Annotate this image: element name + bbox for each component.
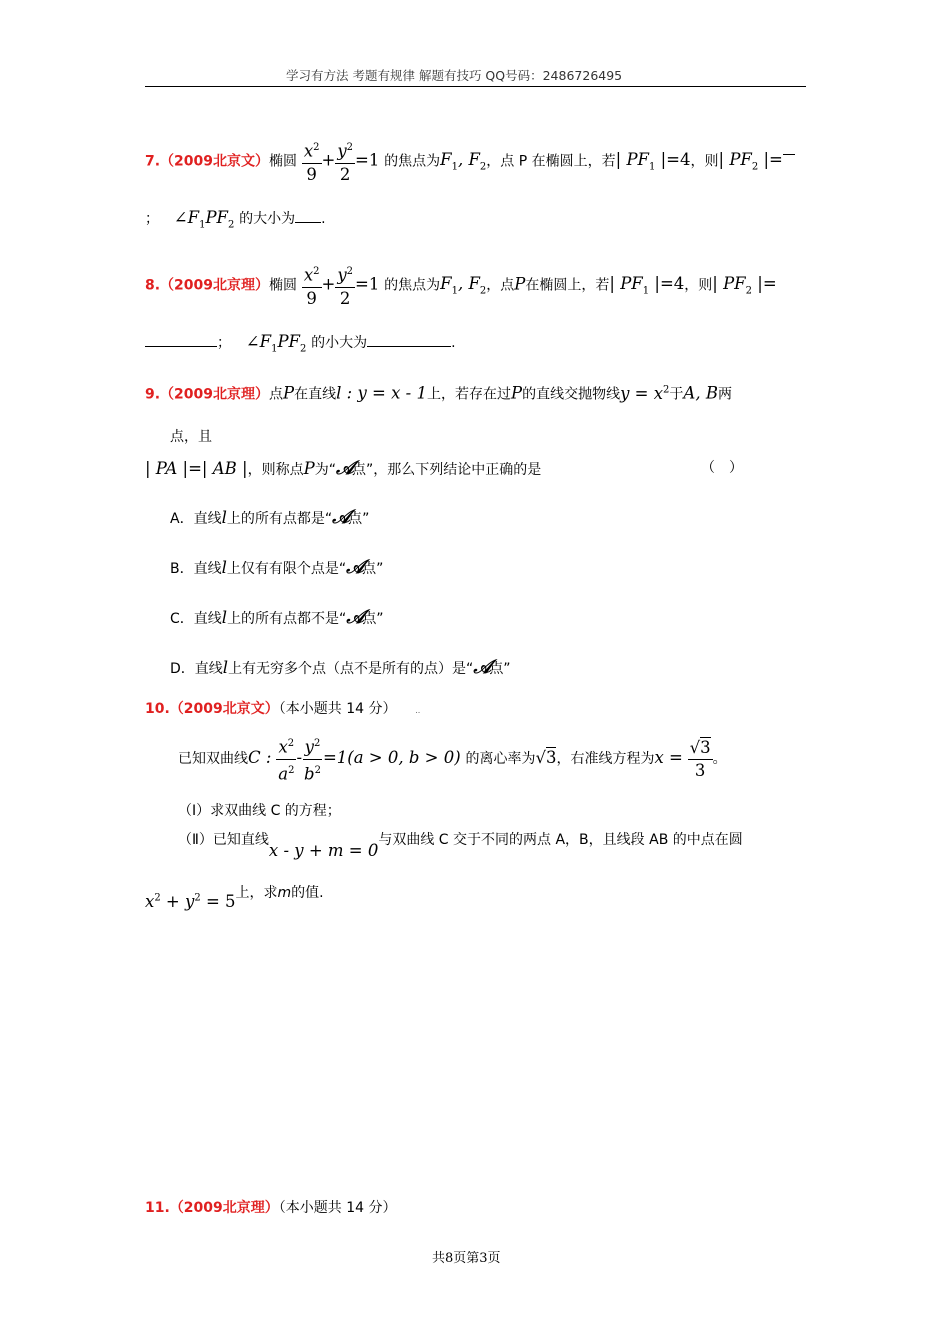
page-header: 学习有方法 考题有规律 解题有技巧 QQ号码：2486726495 — [286, 68, 623, 83]
script-a-icon: 𝒜 — [473, 656, 490, 678]
q7-blank-2 — [295, 222, 321, 223]
question-8-line-2: ； $\angle F_1PF_2$ 的小大为 . — [145, 330, 456, 361]
q8-foci: $F_1$, $F_2$ — [440, 274, 487, 297]
q11-label: 11.（2009北京理） — [145, 1200, 279, 1216]
q9-option-d: D．直线l上有无穷多个点（点不是所有的点）是“𝒜点” — [170, 656, 511, 678]
question-9-line-1: 9.（2009北京理）点P在直线l : y = x - 1上，若存在过P的直线交抛物线$y = x^2$于A, B两 — [145, 383, 732, 403]
q7-fraction-y: $\frac{y^2}{2}$ — [335, 138, 355, 185]
q10-fraction-x: $\frac{x^2}{a^2}$ — [276, 734, 296, 784]
q10-circle-eq: $x^2 + y^2 = 5$ — [145, 892, 236, 911]
q9-option-c: C．直线l上的所有点都不是“𝒜点” — [170, 606, 384, 628]
script-a-icon: 𝒜 — [346, 606, 363, 628]
q9-label: 9.（2009北京理） — [145, 386, 270, 403]
q10-part-1: （Ⅰ）求双曲线 C 的方程； — [178, 803, 341, 819]
script-a-icon: 𝒜 — [346, 556, 363, 578]
q10-directrix-fraction: $\frac{√3}{3}$ — [689, 737, 711, 780]
question-11-heading — [145, 1197, 396, 1217]
q8-pf1: | $PF_1$ |=4 — [609, 274, 685, 297]
q7-angle: $\angle F_1PF_2$ — [173, 208, 235, 231]
q9-line-2: 点，且 — [170, 429, 212, 445]
q8-pf2: | $PF_2$ |= — [712, 274, 777, 297]
q9-option-b: B．直线l上仅有有限个点是“𝒜点” — [170, 556, 384, 578]
question-7-line-1: 7.（2009北京文）椭圆 $\frac{x^2}{9}$ + $\frac{y^2}{2}$ =1 的焦点为$F_1$, $F_2$，点 P 在椭圆上，若| $PF_1$ |=4，则| $PF_2$ |= — [145, 138, 795, 185]
q7-foci: $F_1$, $F_2$ — [440, 150, 487, 173]
q9-line-eq: l : y = x - 1 — [336, 383, 427, 403]
question-10-stem: 已知双曲线C : $\frac{x^2}{a^2}$ - $\frac{y^2}{b^2}$ =1(a > 0, b > 0) 的离心率为√3，右准线方程为x = $\frac{√3}{3}$ 。 — [178, 734, 727, 784]
script-a-icon: 𝒜 — [335, 457, 352, 479]
q9-answer-paren: （ ） — [701, 460, 743, 476]
q10-sqrt3: √3 — [535, 748, 557, 767]
q9-condition: | PA |=| AB | — [145, 459, 248, 478]
q8-blank-2 — [367, 346, 451, 347]
q10-fraction-y: $\frac{y^2}{b^2}$ — [302, 734, 323, 784]
q8-fraction-x: $\frac{x^2}{9}$ — [302, 262, 322, 309]
q10-part-2: （Ⅱ）已知直线x - y + m = 0与双曲线 C 交于不同的两点 A，B，且线段 AB 的中点在圆 — [178, 832, 743, 860]
q7-fraction-x: $\frac{x^2}{9}$ — [302, 138, 322, 185]
question-7-line-2: ； $\angle F_1PF_2$ 的大小为 . — [145, 208, 326, 231]
q8-blank-1 — [145, 346, 217, 347]
q9-parabola: $y = x^2$ — [620, 383, 670, 403]
script-a-icon: 𝒜 — [332, 506, 349, 528]
q11-score: （本小题共 14 分） — [278, 1200, 397, 1216]
question-10-heading: 10.（2009北京文）（本小题共 14 分） .. — [145, 701, 421, 717]
header-rule — [145, 86, 806, 87]
q8-fraction-y: $\frac{y^2}{2}$ — [335, 262, 355, 309]
q7-label: 7.（2009北京文） — [145, 153, 270, 170]
q7-pf2: | $PF_2$ |= — [718, 150, 783, 173]
question-9-line-3: | PA |=| AB |，则称点P为“𝒜点”，那么下列结论中正确的是 （ ） — [145, 457, 743, 479]
q10-label: 10.（2009北京文） — [145, 701, 279, 717]
q7-blank-1 — [783, 154, 795, 155]
q10-line-eq: x - y + m = 0 — [268, 841, 379, 860]
q9-option-a: A．直线l上的所有点都是“𝒜点” — [170, 506, 370, 528]
page-footer: 共8页第3页 — [432, 1251, 501, 1266]
question-8-line-1: 8.（2009北京理）椭圆 $\frac{x^2}{9}$ + $\frac{y^2}{2}$ =1 的焦点为$F_1$, $F_2$，点P在椭圆上，若| $PF_1$ |=4，则| $PF_2$ |= — [145, 262, 777, 309]
q8-label: 8.（2009北京理） — [145, 277, 270, 294]
q7-pf1: | $PF_1$ |=4 — [615, 150, 691, 173]
q10-part-2-cont: $x^2 + y^2 = 5$上，求m的值. — [145, 885, 324, 911]
q10-score: （本小题共 14 分） — [278, 701, 397, 717]
q8-angle: $\angle F_1PF_2$ — [245, 332, 307, 355]
